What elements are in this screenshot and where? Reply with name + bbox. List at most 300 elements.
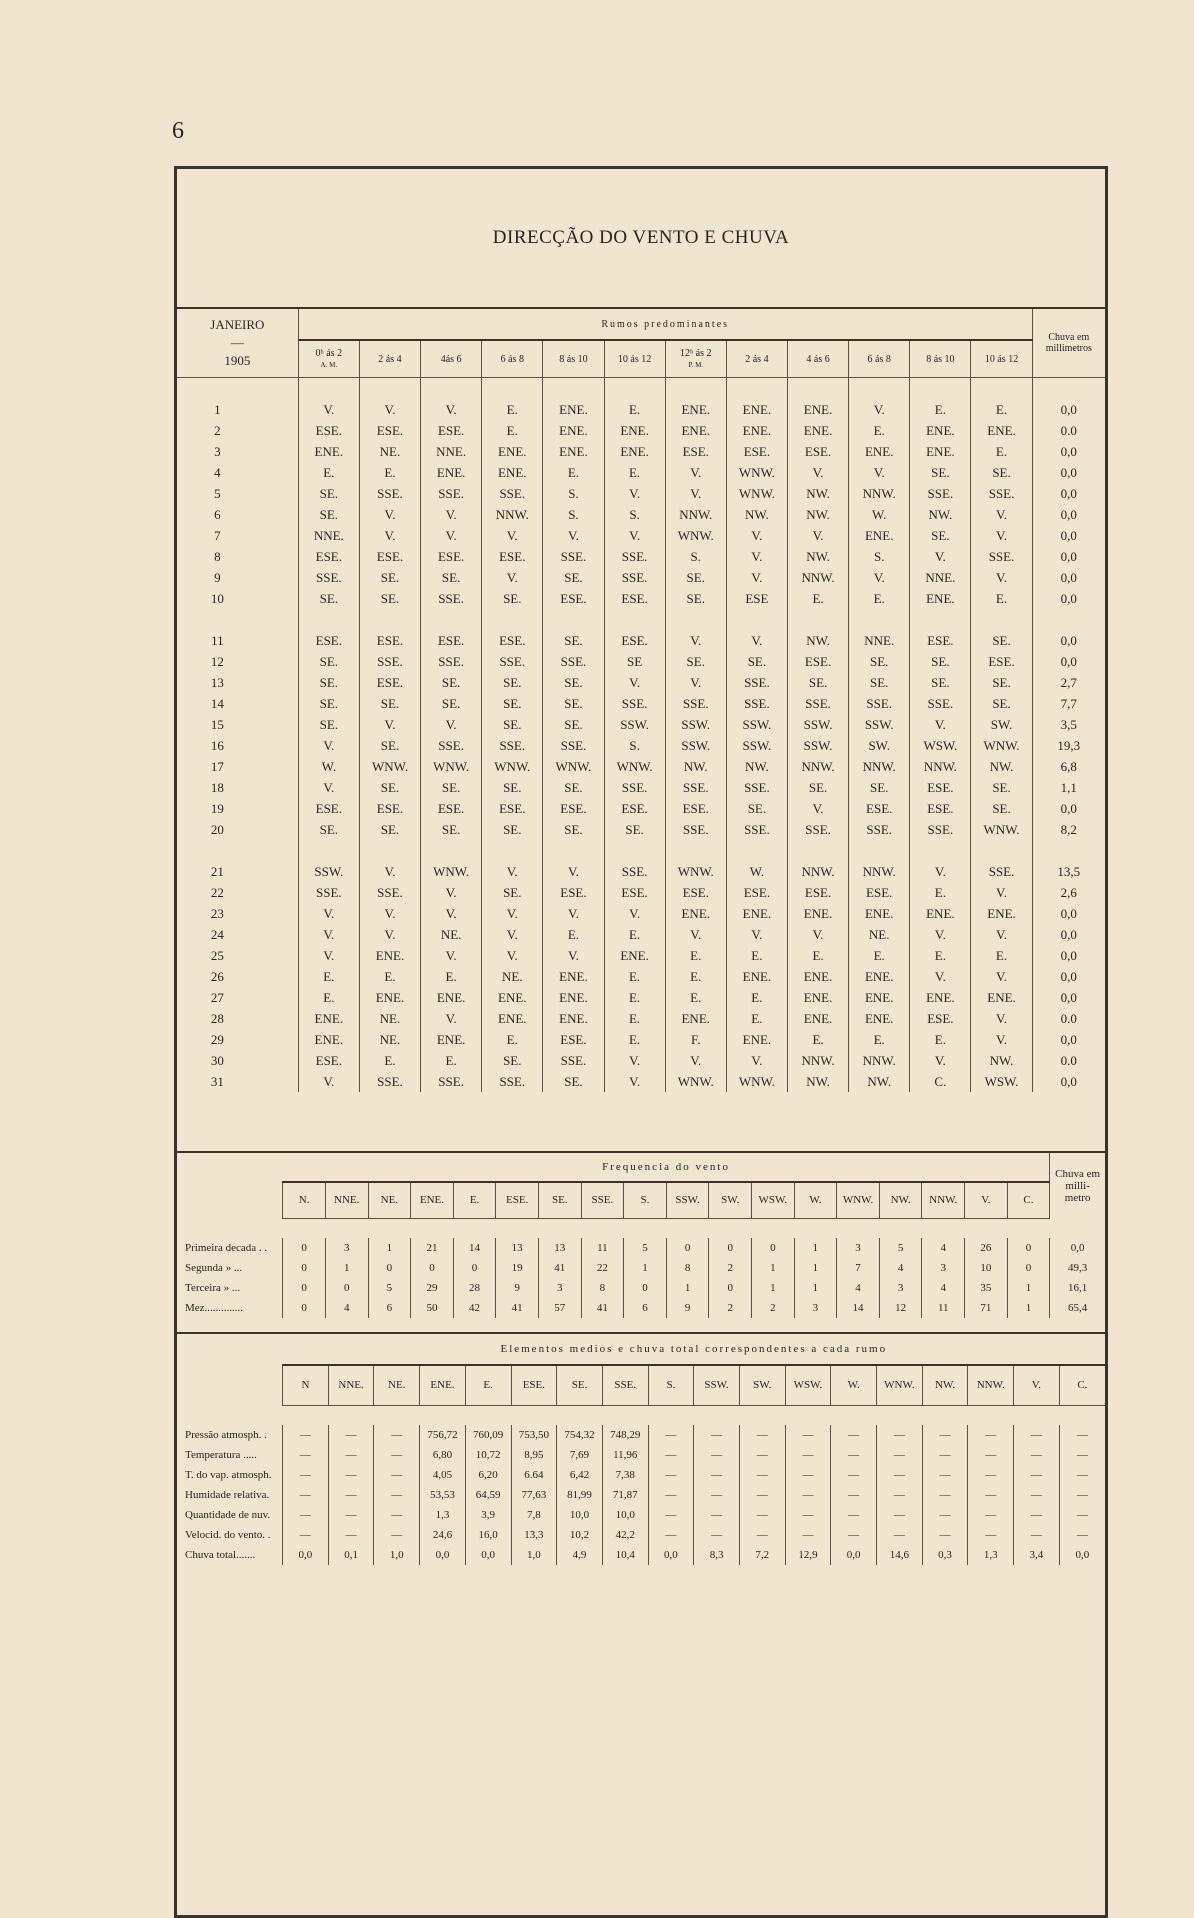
wind-direction-cell: SSE. [910,693,971,714]
row-label: Temperatura ..... [185,1449,257,1461]
wind-direction-cell: ESE. [421,420,482,441]
wind-direction-cell: E. [482,399,543,420]
direction-column-header: SE. [538,1182,581,1218]
table-row [177,651,1105,672]
wind-direction-cell: V. [298,735,359,756]
wind-direction-cell: ENE. [910,441,971,462]
wind-direction-cell: V. [359,504,420,525]
wind-direction-cell: V. [665,483,726,504]
wind-direction-cell: ESE. [482,798,543,819]
wind-direction-cell: V. [910,546,971,567]
wind-direction-cell: E. [787,1029,848,1050]
element-cell: — [1059,1465,1105,1485]
wind-direction-cell: SSE. [359,1071,420,1092]
rain-value: 3,5 [1032,714,1105,735]
rain-value: 0,0 [1032,1029,1105,1050]
element-cell: — [328,1445,374,1465]
time-label: 12ʰ ás 2 [679,348,712,359]
wind-direction-cell: SE. [359,777,420,798]
wind-direction-cell: SE. [543,1071,604,1092]
wind-direction-cell: V. [665,1050,726,1071]
rain-value: 0.0 [1032,420,1105,441]
element-cell: — [374,1485,420,1505]
frequency-cell: 5 [624,1238,667,1258]
wind-direction-cell: ESE. [543,1029,604,1050]
day-number: 23 [210,905,224,921]
wind-direction-cell: E. [604,1029,665,1050]
month-header [177,309,298,378]
element-cell: — [1059,1505,1105,1525]
element-cell: — [922,1505,968,1525]
wind-direction-cell: V. [910,924,971,945]
element-cell: — [328,1505,374,1525]
element-cell: — [1014,1505,1060,1525]
element-cell: — [739,1505,785,1525]
wind-direction-cell: ESE. [421,798,482,819]
wind-direction-cell: SSW. [298,861,359,882]
element-cell: — [648,1505,694,1525]
frequency-cell: 35 [965,1278,1008,1298]
element-cell: 10,0 [557,1505,603,1525]
wind-direction-cell: SSE. [665,693,726,714]
wind-direction-cell: ENE. [298,1029,359,1050]
table-row [177,798,1105,819]
wind-direction-cell: ENE. [482,441,543,462]
wind-direction-cell: E. [849,420,910,441]
element-cell: 11,96 [602,1445,648,1465]
time-label: 0ʰ ás 2 [315,348,343,359]
table-row [177,693,1105,714]
wind-direction-cell: V. [359,714,420,735]
wind-direction-cell: S. [604,735,665,756]
wind-direction-cell: V. [604,672,665,693]
frequency-cell: 1 [1007,1298,1050,1318]
frequency-cell: 1 [752,1258,795,1278]
wind-direction-cell: NNW. [849,1050,910,1071]
frequency-cell: 8 [666,1258,709,1278]
wind-direction-cell: V. [726,525,787,546]
table-row [177,1298,1105,1318]
wind-direction-cell: WNW. [726,483,787,504]
frequency-cell: 2 [709,1298,752,1318]
direction-column-header: SE. [557,1365,603,1405]
element-cell: — [1014,1465,1060,1485]
table-row [177,1425,1105,1445]
element-cell: — [1014,1425,1060,1445]
frequency-cell: 11 [922,1298,965,1318]
day-number: 7 [214,527,221,543]
wind-direction-cell: SE. [787,672,848,693]
wind-direction-cell: V. [298,1071,359,1092]
wind-direction-cell: NNW. [849,483,910,504]
wind-direction-cell: E. [421,966,482,987]
element-cell: — [694,1525,740,1545]
wind-direction-cell: SSE. [421,1071,482,1092]
wind-direction-cell: ENE. [971,903,1032,924]
wind-direction-cell: V. [604,1050,665,1071]
wind-direction-cell: V. [849,462,910,483]
wind-direction-cell: SE. [849,777,910,798]
mean-elements-table [177,1332,1105,1565]
wind-direction-cell: SE. [543,819,604,840]
table-row [177,1445,1105,1465]
wind-direction-cell: SE. [910,672,971,693]
element-cell: — [877,1445,923,1465]
month-label: JANEIRO [210,316,265,332]
wind-direction-cell: NW. [910,504,971,525]
wind-direction-cell: ESE. [787,882,848,903]
element-cell: 0,0 [465,1545,511,1565]
table-row [177,630,1105,651]
wind-direction-cell: SSE. [787,693,848,714]
frequency-cell: 3 [922,1258,965,1278]
wind-direction-cell: V. [543,945,604,966]
wind-direction-cell: SE. [482,714,543,735]
frequency-cell: 14 [453,1238,496,1258]
wind-direction-cell: ENE. [910,903,971,924]
rain-value: 0,0 [1032,966,1105,987]
row-label: Chuva total....... [185,1549,256,1561]
wind-direction-cell: V. [604,903,665,924]
element-cell: — [831,1525,877,1545]
rain-value: 0,0 [1032,651,1105,672]
wind-direction-cell: E. [726,1008,787,1029]
wind-direction-cell: SSE. [359,882,420,903]
wind-direction-cell: ENE. [787,966,848,987]
rain-value: 13,5 [1032,861,1105,882]
element-cell: 53,53 [420,1485,466,1505]
wind-direction-cell: SE. [665,567,726,588]
direction-column-header: SW. [739,1365,785,1405]
day-number: 28 [210,1010,224,1026]
wind-direction-cell: ESE. [359,798,420,819]
element-cell: — [694,1445,740,1465]
wind-direction-cell: ENE. [543,987,604,1008]
frequency-cell: 22 [581,1258,624,1278]
element-cell: 10,72 [465,1445,511,1465]
element-cell: — [1059,1485,1105,1505]
wind-direction-cell: ESE. [359,672,420,693]
wind-direction-cell: WNW. [665,525,726,546]
table-row [177,945,1105,966]
wind-direction-cell: NW. [726,756,787,777]
wind-direction-cell: ENE. [543,399,604,420]
wind-direction-cell: E. [971,588,1032,609]
time-label: 2 ás 4 [378,353,402,365]
table-row [177,714,1105,735]
day-number: 3 [214,443,221,459]
day-number: 15 [210,716,224,732]
frequency-cell: 0 [1007,1258,1050,1278]
rain-value: 0,0 [1032,1071,1105,1092]
element-cell: — [739,1425,785,1445]
wind-direction-cell: NW. [787,504,848,525]
element-cell: — [374,1505,420,1525]
rain-value: 0,0 [1032,630,1105,651]
wind-direction-cell: ENE. [543,966,604,987]
wind-direction-cell: E. [604,924,665,945]
wind-direction-cell: WNW. [726,462,787,483]
wind-direction-cell: SE. [971,462,1032,483]
wind-direction-cell: NE. [482,966,543,987]
wind-direction-cell: SE. [971,672,1032,693]
wind-direction-cell: ESE. [298,546,359,567]
wind-direction-cell: E. [849,588,910,609]
wind-direction-cell: SSW. [726,735,787,756]
wind-direction-cell: ENE. [849,1008,910,1029]
wind-direction-cell: SSE. [910,483,971,504]
frequency-cell: 4 [922,1238,965,1258]
element-cell: — [785,1505,831,1525]
time-column-header [971,340,1032,378]
direction-column-header: NNE. [325,1182,368,1218]
table-row [177,1008,1105,1029]
frequency-cell: 0 [666,1238,709,1258]
wind-direction-cell: V. [910,1050,971,1071]
frequency-cell: 41 [496,1298,539,1318]
direction-column-header: ESE. [496,1182,539,1218]
element-cell: — [968,1445,1014,1465]
wind-direction-cell: V. [849,399,910,420]
wind-direction-cell: WNW. [665,861,726,882]
wind-direction-cell: ESE. [910,798,971,819]
wind-direction-cell: ENE. [849,966,910,987]
rain-value: 0,0 [1032,525,1105,546]
table-row [177,462,1105,483]
wind-direction-cell: NE. [421,924,482,945]
element-cell: — [785,1465,831,1485]
element-cell: 4,9 [557,1545,603,1565]
table-row [177,525,1105,546]
wind-direction-cell: V. [971,1029,1032,1050]
wind-direction-cell: SSE. [604,693,665,714]
frequency-cell: 5 [368,1278,411,1298]
wind-direction-cell: ESE. [359,546,420,567]
wind-direction-cell: ENE. [910,987,971,1008]
wind-direction-cell: SE. [849,651,910,672]
element-cell: — [648,1425,694,1445]
wind-direction-cell: ESE. [971,651,1032,672]
wind-direction-cell: SE. [543,567,604,588]
wind-direction-cell: NNE. [298,525,359,546]
day-number: 2 [214,422,221,438]
day-number: 17 [210,758,224,774]
wind-direction-cell: S. [604,504,665,525]
wind-direction-cell: SSW. [726,714,787,735]
wind-direction-cell: V. [971,1008,1032,1029]
wind-direction-cell: F. [665,1029,726,1050]
time-column-header [849,340,910,378]
wind-direction-cell: SE. [726,651,787,672]
wind-direction-cell: SSE. [543,735,604,756]
wind-direction-cell: NNW. [482,504,543,525]
rain-value: 0,0 [1032,945,1105,966]
wind-direction-cell: SE. [787,777,848,798]
wind-direction-cell: ENE. [298,1008,359,1029]
wind-direction-cell: S. [849,546,910,567]
wind-direction-cell: V. [849,567,910,588]
wind-direction-cell: ESE. [665,798,726,819]
wind-direction-cell: NE. [359,1029,420,1050]
day-number: 29 [210,1031,224,1047]
time-column-header [787,340,848,378]
element-cell: 4,05 [420,1465,466,1485]
wind-direction-cell: SSE. [604,861,665,882]
direction-column-header: ENE. [420,1365,466,1405]
wind-direction-cell: V. [298,924,359,945]
wind-direction-cell: V. [298,945,359,966]
direction-column-header: SSW. [694,1365,740,1405]
rain-value: 0,0 [1032,567,1105,588]
element-cell: 0,0 [831,1545,877,1565]
frequency-cell: 13 [496,1238,539,1258]
wind-direction-cell: SSW. [604,714,665,735]
wind-direction-cell: ESE. [604,798,665,819]
table-row [177,735,1105,756]
table-row [177,441,1105,462]
frequency-cell: 0 [283,1278,326,1298]
wind-direction-cell: E. [910,945,971,966]
element-cell: 756,72 [420,1425,466,1445]
frequency-cell: 6 [624,1298,667,1318]
element-cell: — [922,1425,968,1445]
day-number: 6 [214,506,221,522]
wind-direction-cell: ENE. [298,441,359,462]
wind-direction-cell: ESE. [298,630,359,651]
blank-header [177,1182,283,1218]
wind-direction-cell: SE. [971,798,1032,819]
direction-column-header: E. [453,1182,496,1218]
wind-direction-cell: SSE. [421,735,482,756]
time-label: 2 ás 4 [745,353,769,365]
wind-direction-cell: ENE. [849,525,910,546]
element-cell: — [283,1425,329,1445]
wind-direction-cell: V. [298,903,359,924]
wind-direction-cell: ESE. [543,882,604,903]
time-label: 6 ás 8 [500,353,524,365]
wind-direction-cell: E. [665,987,726,1008]
time-column-header [543,340,604,378]
wind-direction-cell: SE. [359,735,420,756]
wind-direction-cell: ENE. [359,987,420,1008]
wind-direction-cell: E. [971,399,1032,420]
wind-direction-cell: SE. [298,714,359,735]
rain-value: 0,0 [1032,924,1105,945]
direction-column-header: ENE. [411,1182,454,1218]
table-row [177,777,1105,798]
wind-direction-cell: SE. [359,819,420,840]
wind-direction-cell: SE. [298,693,359,714]
direction-column-header: WNW. [837,1182,880,1218]
frequency-cell: 0 [453,1258,496,1278]
title-text: DIRECÇÃO DO VENTO E CHUVA [492,227,790,248]
wind-direction-cell: V. [665,462,726,483]
table-row [177,588,1105,609]
wind-direction-cell: SE. [726,798,787,819]
direction-column-header: SSW. [666,1182,709,1218]
wind-direction-cell: SE. [482,777,543,798]
time-column-header [421,340,482,378]
time-label: 4ás 6 [440,353,462,365]
element-cell: — [283,1525,329,1545]
frequency-cell: 13 [538,1238,581,1258]
frequency-cell: 4 [837,1278,880,1298]
element-cell: — [374,1445,420,1465]
wind-direction-cell: NW. [787,483,848,504]
table-row [177,399,1105,420]
element-cell: 0,0 [1059,1545,1105,1565]
day-number: 12 [210,653,224,669]
wind-direction-cell: SE. [421,693,482,714]
element-cell: 6.64 [511,1465,557,1485]
rain-value: 0,0 [1032,588,1105,609]
element-cell: — [374,1465,420,1485]
wind-direction-cell: SE. [604,819,665,840]
rain-value: 65,4 [1050,1298,1105,1318]
day-number: 16 [210,737,224,753]
wind-direction-cell: SSE. [604,567,665,588]
wind-direction-cell: ESE. [421,546,482,567]
time-label: 10 ás 12 [617,353,652,365]
wind-direction-cell: SSE. [971,861,1032,882]
frequency-cell: 1 [1007,1278,1050,1298]
frequency-cell: 0 [709,1238,752,1258]
wind-direction-cell: SSE. [971,483,1032,504]
element-cell: 0,0 [648,1545,694,1565]
wind-direction-cell: SE. [482,819,543,840]
frequency-cell: 3 [837,1238,880,1258]
wind-direction-cell: V. [482,924,543,945]
wind-direction-cell: V. [604,483,665,504]
frequency-cell: 6 [368,1298,411,1318]
rain-value: 0,0 [1032,483,1105,504]
time-label: 4 ás 6 [806,353,830,365]
wind-direction-cell: E. [910,882,971,903]
element-cell: — [1059,1525,1105,1545]
wind-direction-cell: ESE. [298,1050,359,1071]
wind-direction-cell: V. [665,672,726,693]
wind-direction-cell: V. [665,630,726,651]
frequency-cell: 0 [752,1238,795,1258]
wind-direction-cell: SSE. [849,693,910,714]
direction-column-header: NE. [368,1182,411,1218]
am-label: A. M. [320,361,338,369]
wind-direction-cell: NNW. [787,756,848,777]
wind-direction-cell: ENE. [726,420,787,441]
wind-direction-cell: V. [726,630,787,651]
wind-direction-cell: V. [482,567,543,588]
wind-direction-cell: SE. [482,693,543,714]
wind-direction-cell: E. [359,1050,420,1071]
frequency-cell: 0 [709,1278,752,1298]
element-cell: — [831,1485,877,1505]
frequency-cell: 1 [752,1278,795,1298]
direction-column-header: NNE. [328,1365,374,1405]
frequency-cell: 0 [283,1238,326,1258]
rain-value: 1,1 [1032,777,1105,798]
wind-direction-cell: SSE. [543,1050,604,1071]
wind-direction-cell: SSE. [482,651,543,672]
frequency-cell: 1 [794,1258,837,1278]
wind-direction-cell: SSW. [665,714,726,735]
wind-direction-cell: NW. [665,756,726,777]
table-row [177,420,1105,441]
direction-column-header: E. [465,1365,511,1405]
wind-direction-cell: SE. [849,672,910,693]
wind-direction-cell: E. [726,987,787,1008]
element-cell: — [785,1445,831,1465]
wind-direction-cell: SE. [543,672,604,693]
